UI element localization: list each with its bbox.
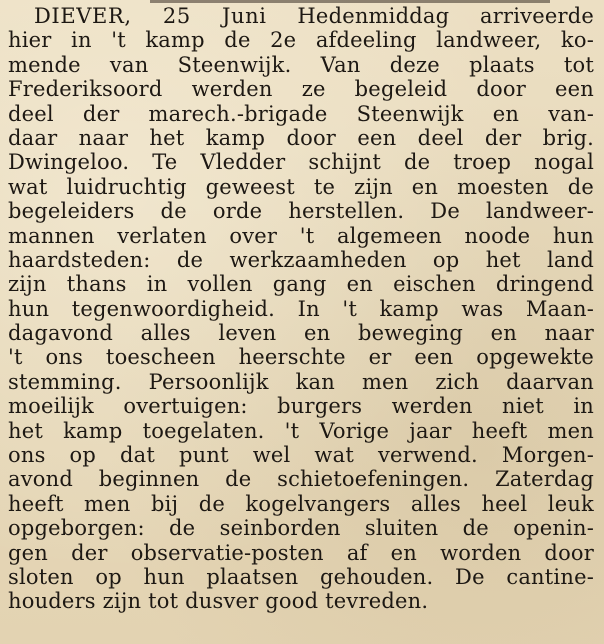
article-line: haardsteden: de werkzaamheden op het land [8,247,594,272]
article-line: hier in 't kamp de 2e afdeeling landweer, ko- [8,28,594,53]
article-line: Dwingeloo. Te Vledder schijnt de troep nogal [8,150,594,175]
article-line: sloten op hun plaatsen gehouden. De cantine- [8,564,594,589]
article-line: daar naar het kamp door een deel der brig. [8,125,594,150]
article-line: zijn thans in vollen gang en eischen dringend [8,272,594,297]
article-line: opgeborgen: de seinborden sluiten de openin- [8,516,594,541]
article-line: dagavond alles leven en beweging en naar [8,321,594,346]
article-line: deel der marech.-brigade Steenwijk en van- [8,101,594,126]
article-line: mannen verlaten over 't algemeen noode hun [8,223,594,248]
article-line: gen der observatie-posten af en worden door [8,540,594,565]
article-line: avond beginnen de schietoefeningen. Zaterdag [8,467,594,492]
article-line: wat luidruchtig geweest te zijn en moesten de [8,174,594,199]
article-line: hun tegenwoordigheid. In 't kamp was Maan- [8,296,594,321]
dateline: DIEVER, 25 Juni [34,4,267,28]
article-body [8,4,594,614]
article-line: stemming. Persoonlijk kan men zich daarvan [8,369,594,394]
article-line-last: houders zijn tot dusver good tevreden. [8,589,429,614]
article-line: begeleiders de orde herstellen. De landweer- [8,199,594,224]
article-line [8,4,594,28]
article-line: Frederiksoord werden ze begeleid door een [8,77,594,102]
column-rule [150,0,550,3]
article-line: heeft men bij de kogelvangers alles heel leuk [8,491,594,516]
article-line: mende van Steenwijk. Van deze plaats tot [8,52,594,77]
article-line: ons op dat punt wel wat verwend. Morgen- [8,443,594,468]
article-line: moeilijk overtuigen: burgers werden niet in [8,394,594,419]
article-line-text: Hedenmiddag arriveerde [297,4,594,28]
article-line: 't ons toescheen heerschte er een opgewekte [8,345,594,370]
article-line: het kamp toegelaten. 't Vorige jaar heeft men [8,418,594,443]
